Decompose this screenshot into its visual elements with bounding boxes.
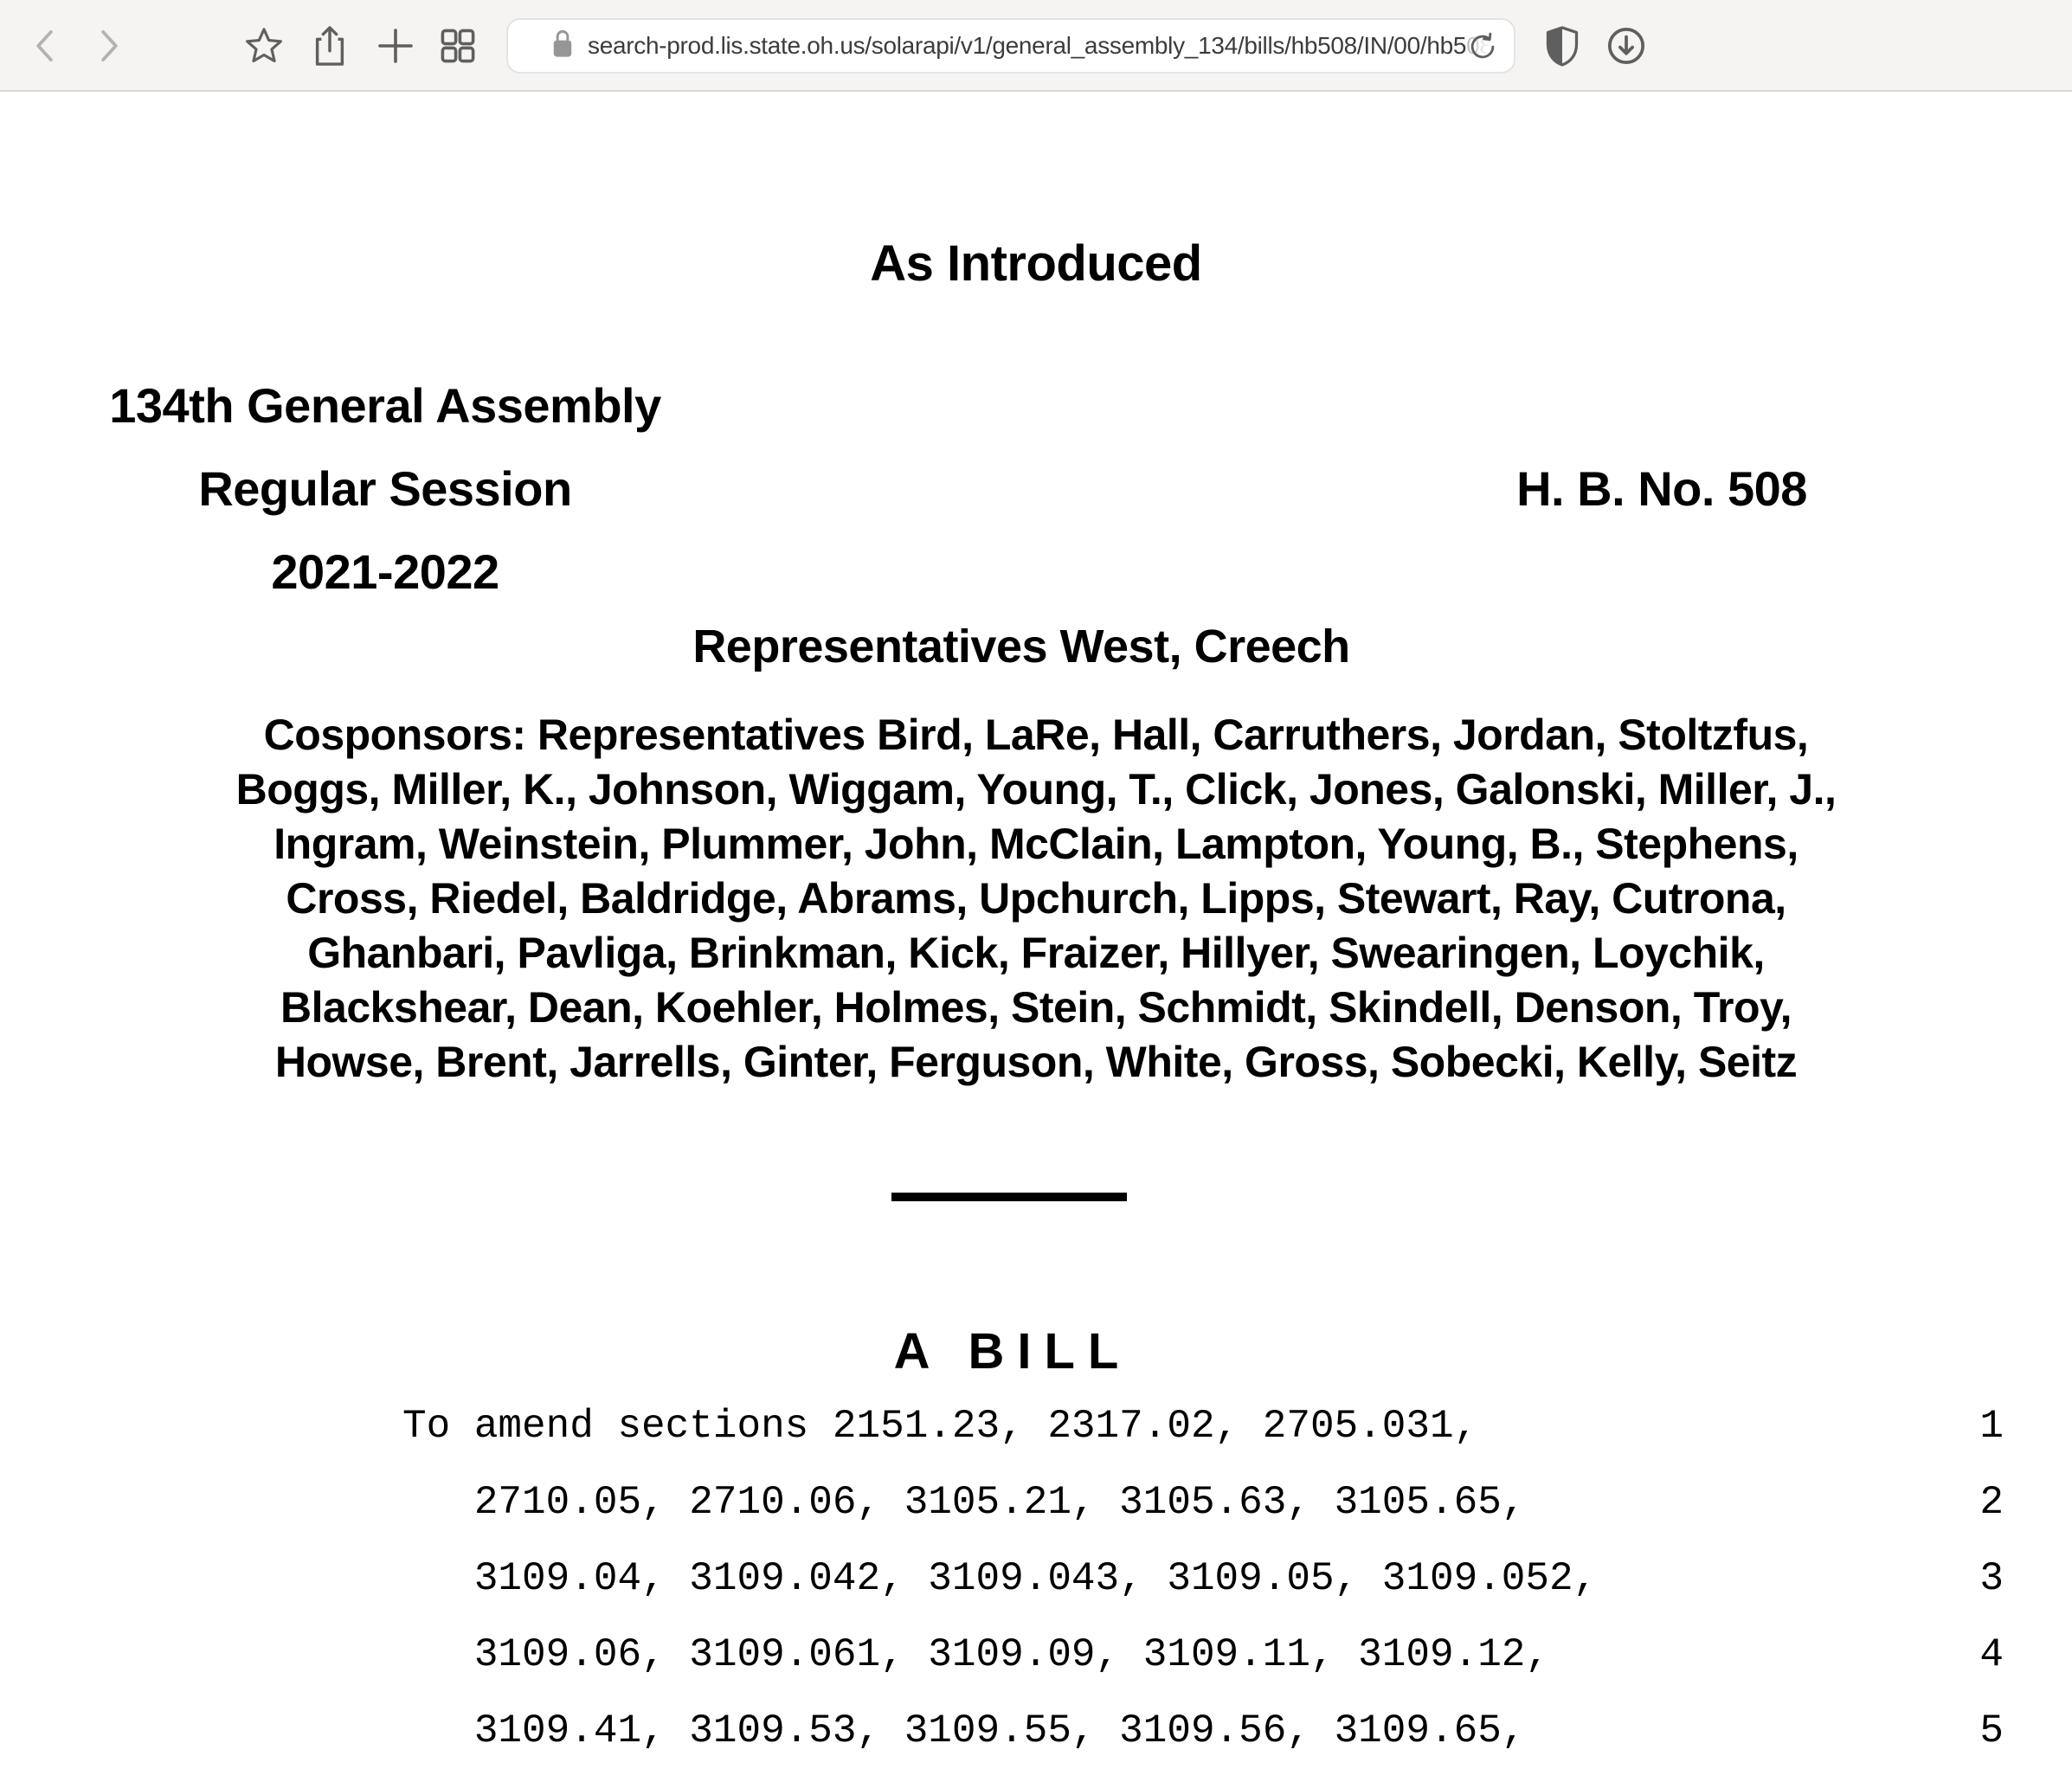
bill-section-heading: A BILL (893, 1323, 1132, 1380)
url-faded-tail: 08 (1466, 32, 1493, 59)
sponsors-line: Representatives West, Creech (692, 621, 1350, 672)
cosponsors-line: Howse, Brent, Jarrells, Ginter, Ferguson, White, Gross, Sobecki, Kelly, Seitz (274, 1038, 1798, 1086)
bill-text-line (402, 1617, 2004, 1693)
line-number: 5 (1979, 1708, 2004, 1753)
bookmark-button[interactable] (241, 23, 287, 69)
cosponsors-block (43, 708, 2029, 1090)
line-number: 4 (1979, 1632, 2004, 1677)
back-button[interactable] (23, 23, 69, 69)
bill-text-line (402, 1693, 2004, 1769)
forward-button[interactable] (85, 23, 132, 69)
bill-line-text: To amend sections 2151.23, 2317.02, 2705.031, (402, 1404, 1478, 1449)
share-icon (310, 23, 350, 69)
bill-text-block (402, 1388, 2004, 1769)
browser-toolbar (0, 0, 2072, 92)
section-divider (891, 1193, 1127, 1201)
address-bar[interactable] (506, 18, 1515, 74)
chevron-right-icon (93, 27, 124, 65)
star-icon (242, 24, 286, 68)
session-heading: Regular Session (198, 461, 572, 516)
bill-line-text: 3109.04, 3109.042, 3109.043, 3109.05, 3109.052, (473, 1556, 1598, 1601)
lock-icon (550, 28, 576, 65)
bill-text-line (402, 1541, 2004, 1617)
chevron-left-icon (30, 27, 61, 65)
line-number: 2 (1979, 1480, 2004, 1525)
new-tab-button[interactable] (372, 23, 419, 69)
bill-line-text: 3109.41, 3109.53, 3109.55, 3109.56, 3109.65, (473, 1708, 1526, 1753)
bill-text-line (402, 1464, 2004, 1541)
line-number: 1 (1979, 1404, 2004, 1449)
bill-line-text: 2710.05, 2710.06, 3105.21, 3105.63, 3105.65, (473, 1480, 1526, 1525)
cosponsors-line: Ghanbari, Pavliga, Brinkman, Kick, Fraizer, Hillyer, Swearingen, Loychik, (307, 929, 1765, 977)
session-years: 2021-2022 (271, 544, 499, 599)
bill-text-line (402, 1388, 2004, 1464)
cosponsors-line: Cross, Riedel, Baldridge, Abrams, Upchurch, Lipps, Stewart, Ray, Cutrona, (286, 874, 1786, 923)
tab-overview-button[interactable] (434, 23, 481, 69)
reload-icon (1466, 30, 1499, 66)
download-icon (1605, 24, 1648, 68)
downloads-button[interactable] (1603, 23, 1650, 69)
assembly-heading: 134th General Assembly (109, 378, 661, 433)
cosponsors-line: Boggs, Miller, K., Johnson, Wiggam, Young, T., Click, Jones, Galonski, Miller, J., (235, 765, 1837, 814)
share-button[interactable] (306, 23, 353, 69)
bill-number: H. B. No. 508 (1516, 461, 1807, 516)
bill-line-text: 3109.06, 3109.061, 3109.09, 3109.11, 3109.12, (473, 1632, 1550, 1677)
grid-icon (437, 25, 479, 67)
reload-button[interactable] (1464, 29, 1502, 67)
status-heading: As Introduced (870, 235, 1202, 292)
bill-document (0, 92, 2072, 1753)
plus-icon (375, 25, 416, 67)
url-text: search-prod.lis.state.oh.us/solarapi/v1/general_assembly_134/bills/hb508/IN/00/hb508 (588, 32, 1493, 59)
line-number: 3 (1979, 1556, 2004, 1601)
privacy-shield-button[interactable] (1539, 23, 1586, 69)
cosponsors-line: Ingram, Weinstein, Plummer, John, McClain, Lampton, Young, B., Stephens, (273, 820, 1799, 868)
shield-icon (1543, 23, 1581, 68)
cosponsors-line: Blackshear, Dean, Koehler, Holmes, Stein, Schmidt, Skindell, Denson, Troy, (280, 983, 1792, 1032)
cosponsors-line: Cosponsors: Representatives Bird, LaRe, Hall, Carruthers, Jordan, Stoltzfus, (263, 711, 1809, 759)
